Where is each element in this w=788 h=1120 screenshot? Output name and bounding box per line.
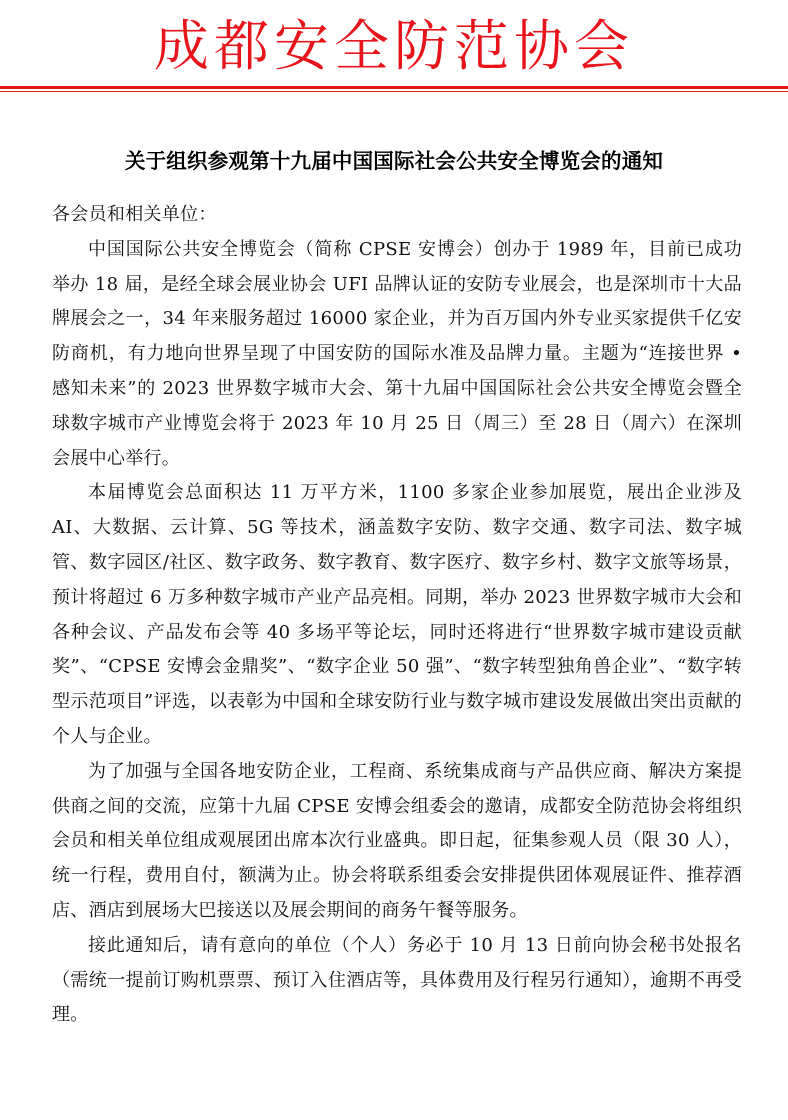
paragraph-delegation: 为了加强与全国各地安防企业，工程商、系统集成商与产品供应商、解决方案提供商之间的交流，应第十九届 CPSE 安博会组委会的邀请，成都安全防范协会将组织会员和相关单位组成观展团出席本次行业盛典。即日起，征集参观人员（限 30 人），统一行程，费用自付，额满为止。协会将联系组委会安排提供团体观展证件、推荐酒店、酒店到展场大巴接送以及展会期间的商务午餐等服务。 bbox=[52, 760, 742, 921]
header-rule-thin bbox=[0, 91, 788, 92]
salutation: 各会员和相关单位： bbox=[52, 204, 217, 225]
organization-name: 成都安全防范协会 bbox=[153, 14, 634, 78]
paragraph-registration: 接此通知后，请有意向的单位（个人）务必于 10 月 13 日前向协会秘书处报名（需统一提前订购机票票、预订入住酒店等，具体费用及行程另行通知），逾期不再受理。 bbox=[52, 934, 742, 1026]
paragraph-exhibition: 本届博览会总面积达 11 万平方米，1100 多家企业参加展览，展出企业涉及 AI、大数据、云计算、5G 等技术，涵盖数字安防、数字交通、数字司法、数字城管、数字园区/社区、数字政务、数字教育、数字医疗、数字乡村、数字文旅等场景，预计将超过 6 万多种数字城市产业产品亮相。同期，举办 2023 世界数字城市大会和各种会议、产品发布会等 40 多场平等论坛，同时还将进行“世界数字城市建设贡献奖”、“CPSE 安博会金鼎奖”、“数字企业 50 强”、“数字转型独角兽企业”、“数字转型示范项目”评选，以表彰为中国和全球安防行业与数字城市建设发展做出突出贡献的个人与企业。 bbox=[52, 482, 742, 747]
notice-body bbox=[52, 198, 742, 1033]
notice-title: 关于组织参观第十九届中国国际社会公共安全博览会的通知 bbox=[124, 148, 664, 173]
header-rule-thick bbox=[0, 86, 788, 89]
paragraph-intro: 中国国际公共安全博览会（简称 CPSE 安博会）创办于 1989 年，目前已成功举办 18 届，是经全球会展业协会 UFI 品牌认证的安防专业展会，也是深圳市十大品牌展会之一，34 年来服务超过 16000 家企业，并为百万国内外专业买家提供千亿安防商机，有力地向世界呈现了中国安防的国际水准及品牌力量。主题为“连接世界 • 感知未来”的 2023 世界数字城市大会、第十九届中国国际社会公共安全博览会暨全球数字城市产业博览会将于 2023 年 10 月 25 日（周三）至 28 日（周六）在深圳会展中心举行。 bbox=[52, 238, 742, 469]
